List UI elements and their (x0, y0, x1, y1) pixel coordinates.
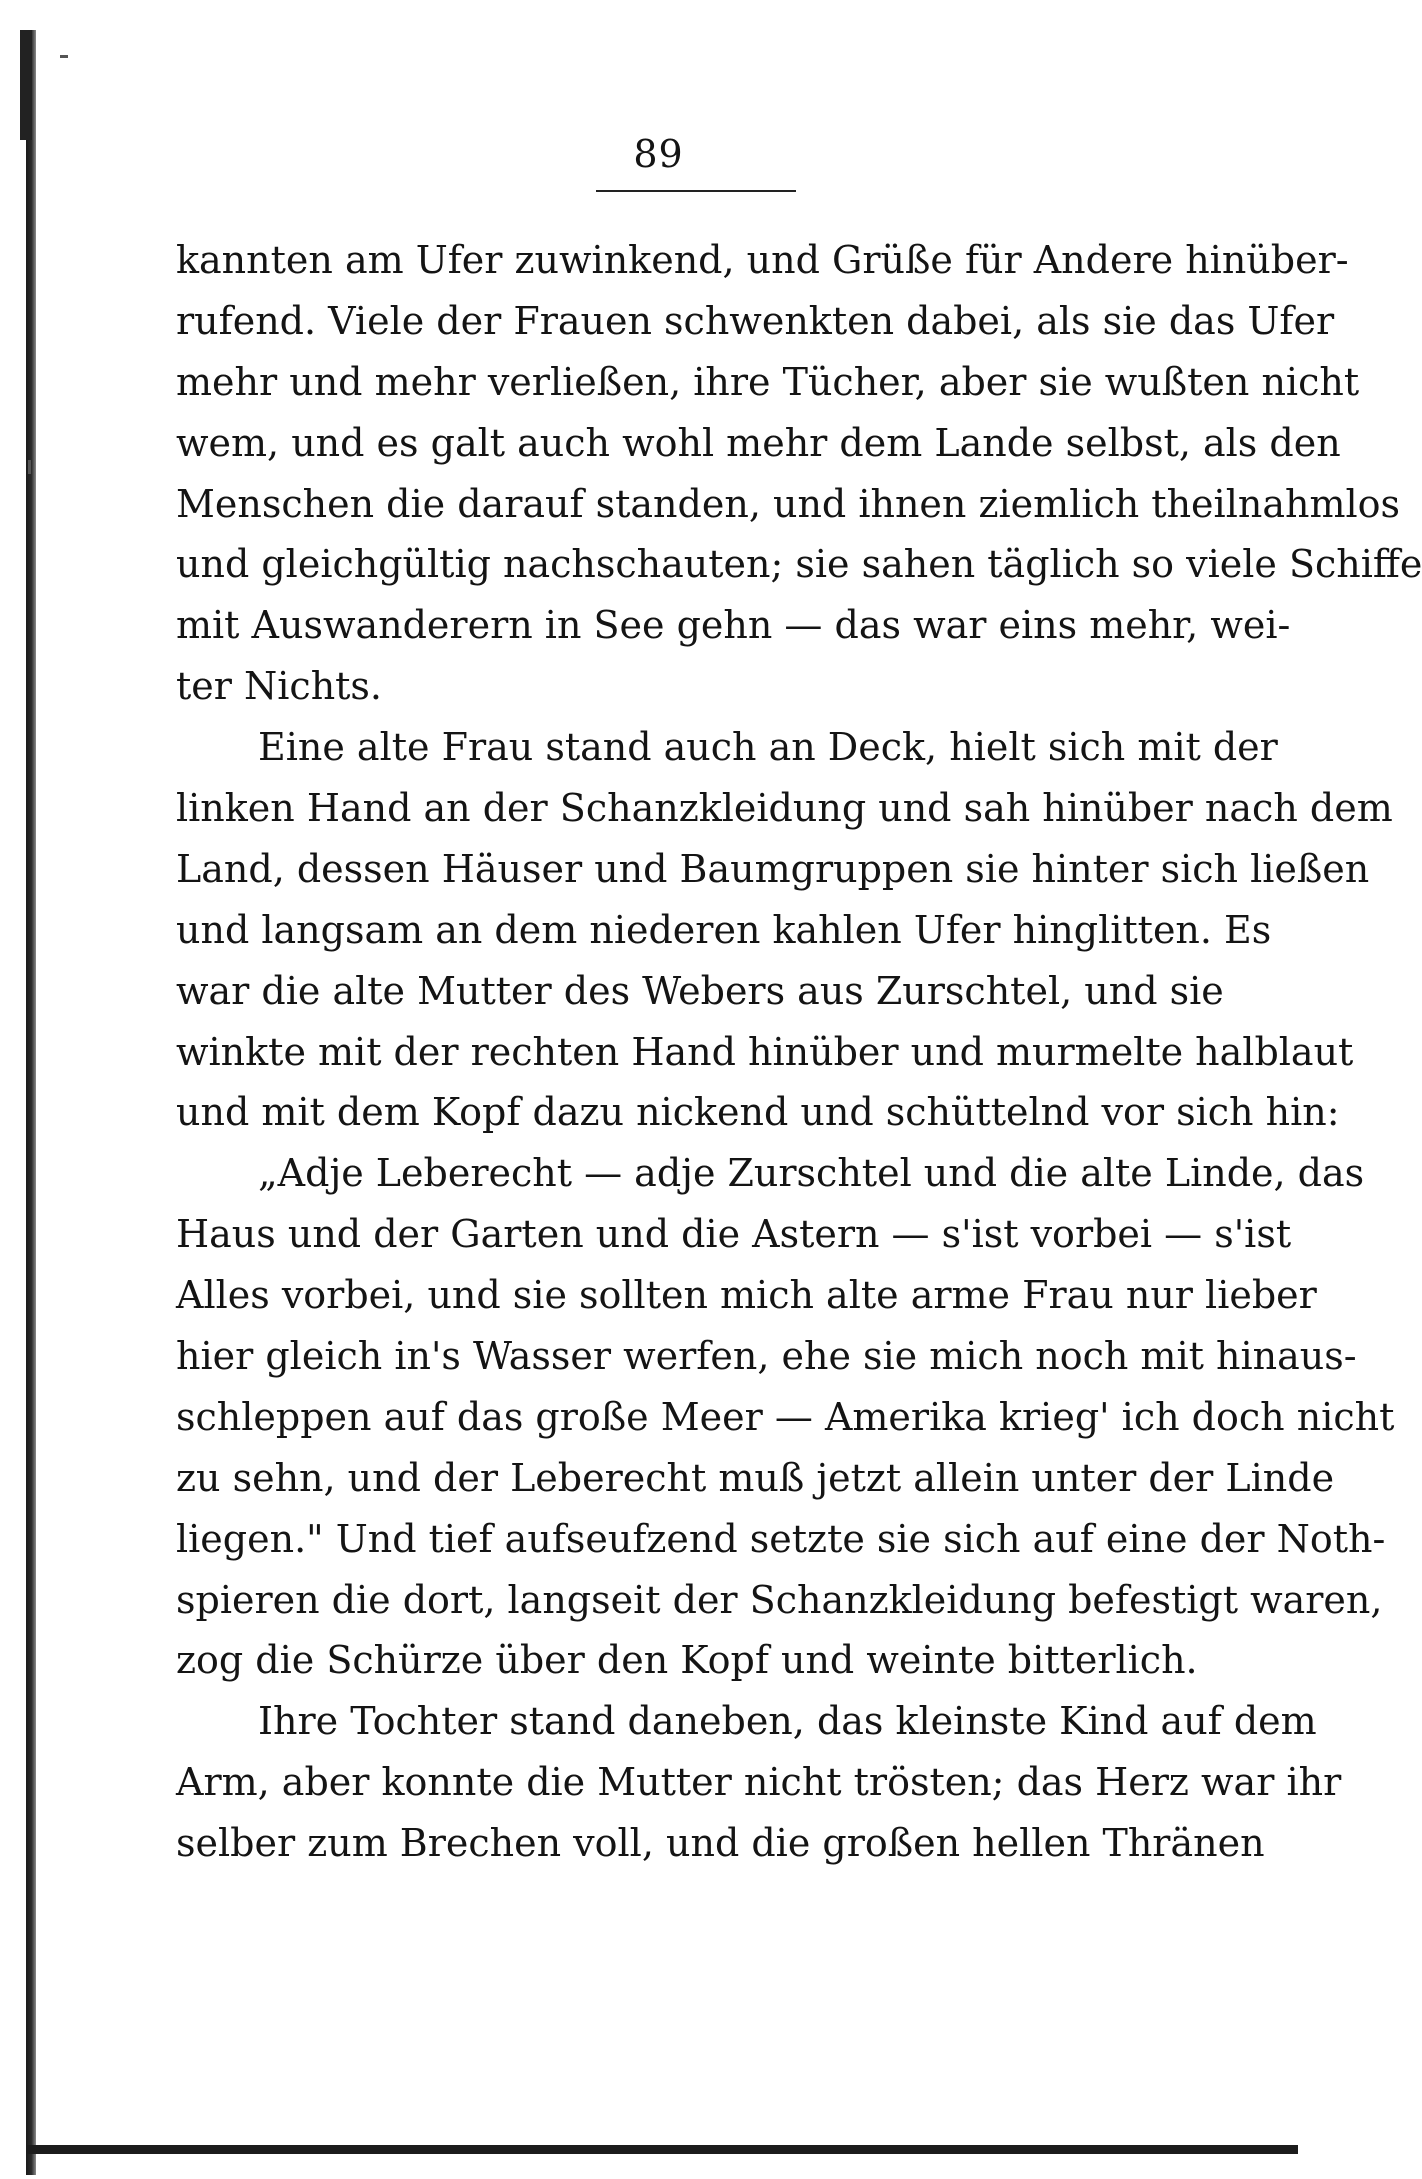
text-line: und mit dem Kopf dazu nickend und schüttelnd vor sich hin: (176, 1090, 1340, 1135)
text-body (176, 230, 1422, 1874)
text-line: schleppen auf das große Meer — Amerika krieg' ich doch nicht (176, 1394, 1395, 1439)
text-line: und langsam an dem niederen kahlen Ufer hinglitten. Es (176, 907, 1272, 952)
text-line: mehr und mehr verließen, ihre Tücher, aber sie wußten nicht (176, 359, 1360, 404)
scan-speck (28, 460, 31, 474)
page-edge-shadow-bottom (26, 2145, 1298, 2154)
text-line: Eine alte Frau stand auch an Deck, hielt sich mit der (258, 725, 1278, 770)
text-line: spieren die dort, langseit der Schanzkleidung befestigt waren, (176, 1577, 1383, 1622)
binding-mark (20, 30, 32, 140)
text-line: Land, dessen Häuser und Baumgruppen sie hinter sich ließen (176, 846, 1370, 891)
text-line: Haus und der Garten und die Astern — s'ist vorbei — s'ist (176, 1212, 1292, 1257)
text-line: zog die Schürze über den Kopf und weinte bitterlich. (176, 1638, 1198, 1683)
text-line: war die alte Mutter des Webers aus Zurschtel, und sie (176, 968, 1224, 1013)
text-line: Ihre Tochter stand daneben, das kleinste Kind auf dem (258, 1699, 1317, 1744)
text-line: zu sehn, und der Leberecht muß jetzt allein unter der Linde (176, 1455, 1335, 1500)
text-line: ter Nichts. (176, 664, 383, 709)
text-line: „Adje Leberecht — adje Zurschtel und die alte Linde, das (258, 1151, 1365, 1196)
text-line: selber zum Brechen voll, und die großen hellen Thränen (176, 1821, 1265, 1866)
text-line: winkte mit der rechten Hand hinüber und murmelte halblaut (176, 1029, 1354, 1074)
text-line: und gleichgültig nachschauten; sie sahen täglich so viele Schiffe (176, 542, 1422, 587)
text-line: wem, und es galt auch wohl mehr dem Lande selbst, als den (176, 420, 1341, 465)
page-edge-shadow-left (26, 30, 36, 2175)
scan-speck (60, 55, 68, 58)
header-rule (596, 190, 796, 192)
text-line: Menschen die darauf standen, und ihnen ziemlich theilnahmlos (176, 481, 1401, 526)
text-line: linken Hand an der Schanzkleidung und sah hinüber nach dem (176, 786, 1393, 831)
text-line: mit Auswanderern in See gehn — das war eins mehr, wei- (176, 603, 1291, 648)
text-line: kannten am Ufer zuwinkend, und Grüße für Andere hinüber- (176, 238, 1349, 282)
text-line: Alles vorbei, und sie sollten mich alte arme Frau nur lieber (176, 1273, 1317, 1318)
text-line: hier gleich in's Wasser werfen, ehe sie mich noch mit hinaus- (176, 1334, 1357, 1379)
text-line: liegen." Und tief aufseufzend setzte sie sich auf eine der Noth- (176, 1516, 1386, 1561)
text-line: rufend. Viele der Frauen schwenkten dabei, als sie das Ufer (176, 298, 1335, 343)
page-number: 89 (633, 132, 684, 176)
text-line: Arm, aber konnte die Mutter nicht trösten; das Herz war ihr (176, 1760, 1342, 1805)
